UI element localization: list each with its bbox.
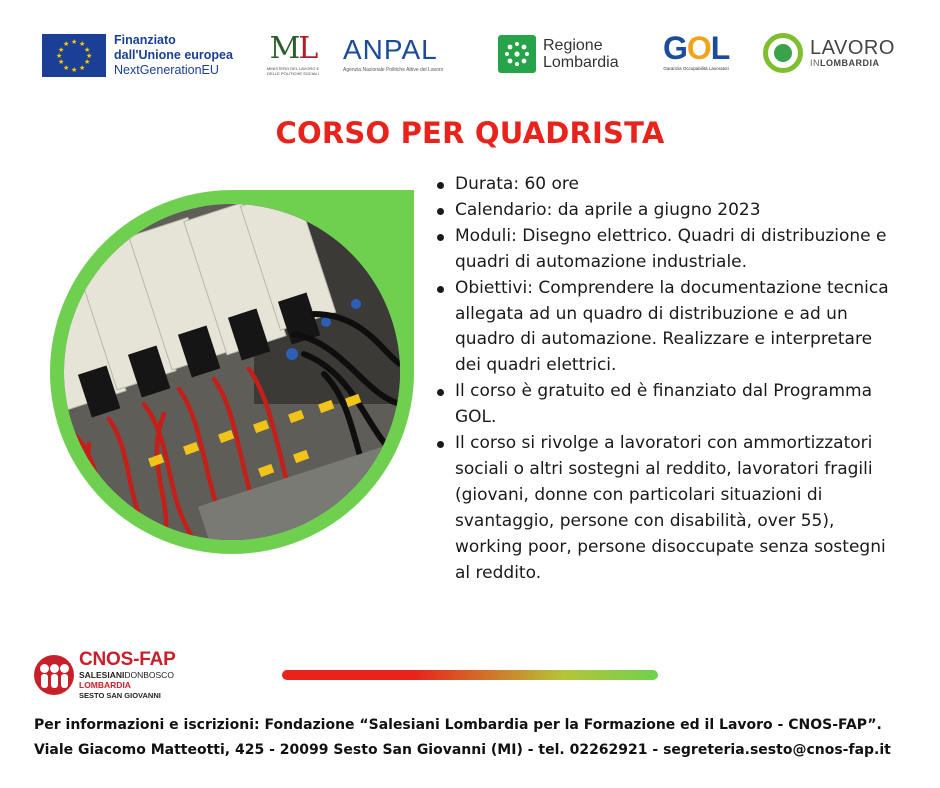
cnos-fap-logo [34, 650, 176, 700]
gradient-divider [282, 670, 658, 680]
ministry-labour-logo [266, 31, 320, 76]
list-item-duration: Durata: 60 ore [432, 172, 902, 198]
list-item-objectives: Obiettivi: Comprendere la documentazione tecnica allegata ad un quadro di distribuzione e ad un quadro di automazione. Realizzare e interpretare dei quadri elettrici. [432, 276, 902, 380]
lavoro-in-lombardia-logo [763, 33, 895, 73]
ministry-logo-caption: MINISTERO DEL LAVORO E DELLE POLITICHE SOCIALI [266, 66, 320, 76]
eu-logo-line3: NextGenerationEU [114, 63, 219, 77]
regione-lombardia-logo [498, 35, 619, 73]
eu-flag-icon: ★ ★ ★ ★ ★ ★ ★ ★ ★ ★ ★ ★ [42, 34, 106, 77]
regione-logo-line1: Regione [543, 37, 603, 54]
page-title: CORSO PER QUADRISTA [275, 116, 665, 150]
contact-line-info: Per informazioni e iscrizioni: Fondazione “Salesiani Lombardia per la Formazione ed il Lavoro - CNOS-FAP”. [34, 717, 882, 733]
contact-line-address: Viale Giacomo Matteotti, 425 - 20099 Sesto San Giovanni (MI) - tel. 02262921 - segreteria.sesto@cnos-fap.it [34, 742, 891, 758]
eu-logo-line2: dall'Unione europea [114, 48, 233, 62]
eu-nextgeneration-logo [42, 33, 233, 78]
cnos-location: SESTO SAN GIOVANNI [79, 691, 161, 700]
list-item-modules: Moduli: Disegno elettrico. Quadri di distribuzione e quadri di automazione industriale. [432, 224, 902, 276]
partner-logos-strip [0, 0, 940, 110]
lavoro-circle-icon [763, 33, 803, 73]
rosa-camuna-icon [498, 35, 536, 73]
regione-logo-line2: Lombardia [543, 54, 619, 71]
gol-caption: Garanzia Occupabilità Lavoratori [663, 66, 729, 71]
gol-wordmark: GOL [663, 30, 730, 66]
electrical-panel-photo [64, 204, 400, 540]
list-item-calendar: Calendario: da aprile a giugno 2023 [432, 198, 902, 224]
ministry-ml-icon: ML [269, 31, 317, 66]
cnos-region: LOMBARDIA [79, 679, 131, 690]
gol-programme-logo [663, 32, 729, 71]
list-item-funding: Il corso è gratuito ed è finanziato dal Programma GOL. [432, 379, 902, 431]
list-item-target: Il corso si rivolge a lavoratori con ammortizzatori sociali o altri sostegni al reddito, lavoratori fragili (giovani, donne con particolari situazioni di svantaggio, persone con disabilità, over 55), working poor, persone disoccupate senza sostegni al reddito. [432, 431, 902, 586]
cnos-people-icon [34, 655, 74, 695]
contact-footer [34, 713, 914, 763]
course-details-list [432, 172, 902, 587]
anpal-logo [343, 36, 443, 73]
anpal-caption: Agenzia Nazionale Politiche Attive del Lavoro [343, 67, 444, 73]
cnos-salesiani: SALESIANIDONBOSCO [79, 670, 174, 680]
cnos-name: CNOS-FAP [79, 649, 176, 670]
anpal-wordmark: ANPAL [343, 34, 438, 65]
lavoro-logo-sub: INLOMBARDIA [810, 58, 880, 68]
course-info [432, 172, 902, 587]
eu-logo-line1: Finanziato [114, 33, 176, 47]
lavoro-logo-word: LAVORO [810, 37, 895, 59]
